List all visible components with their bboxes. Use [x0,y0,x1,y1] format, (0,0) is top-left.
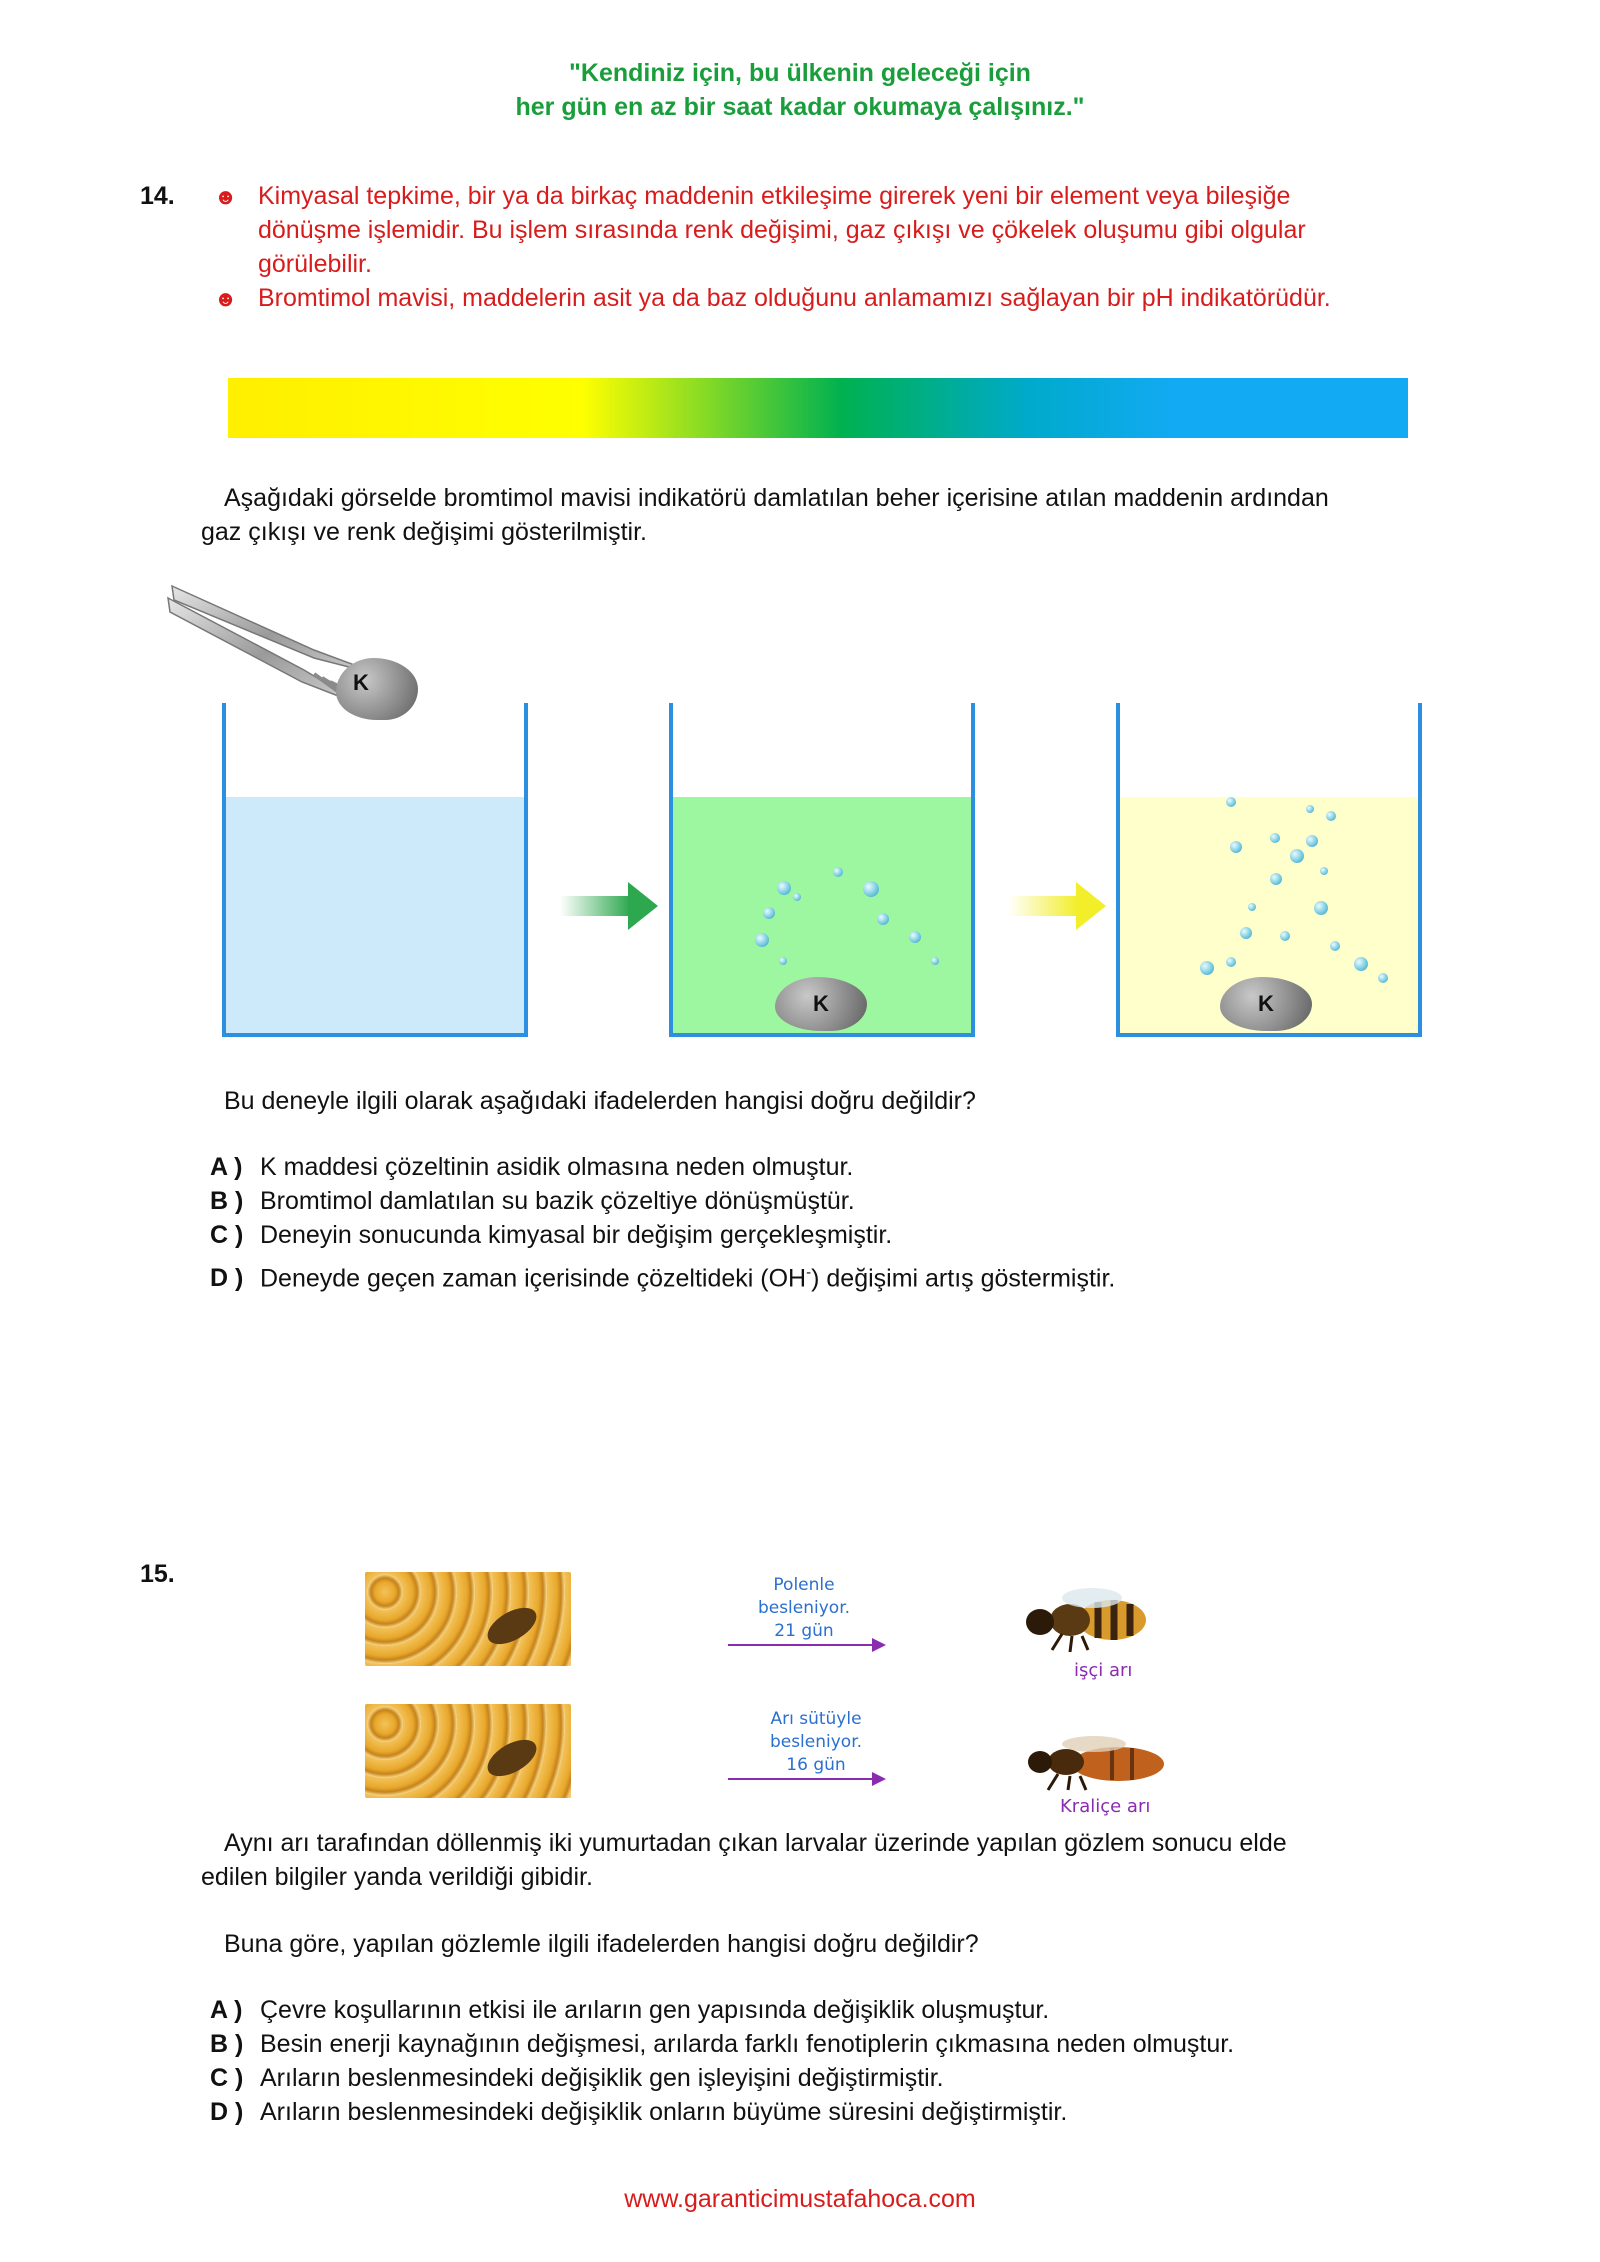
gas-bubble [877,913,889,925]
q15-option-a[interactable]: A ) Çevre koşullarının etkisi ile arıların gen yapısında değişiklik oluşmuştur. [210,1996,1050,2024]
arrow-right-icon [728,1636,888,1654]
arrow-right-icon [728,1770,888,1788]
ph-color-spectrum [228,378,1408,438]
gas-bubble [1240,927,1252,939]
q14-intro-line-2: gaz çıkışı ve renk değişimi gösterilmiştir. [201,518,647,546]
gas-bubble [1306,835,1318,847]
honeycomb-larva-image [365,1704,571,1798]
q14-question: Bu deneyle ilgili olarak aşağıdaki ifadelerden hangisi doğru değildir? [224,1087,976,1115]
q14-option-b[interactable]: B ) Bromtimol damlatılan su bazik çözeltiye dönüşmüştür. [210,1187,855,1215]
gas-bubble [1378,973,1388,983]
gas-bubble [1314,901,1328,915]
gas-bubble [763,907,775,919]
gas-bubble [1330,941,1340,951]
motto-line-2: her gün en az bir saat kadar okumaya çalışınız." [515,93,1085,121]
beaker-2-solution [673,797,971,1033]
q14-intro-line-1: Aşağıdaki görselde bromtimol mavisi indikatörü damlatılan beher içerisine atılan maddenin ardından [224,484,1329,512]
motto-line-1: "Kendiniz için, bu ülkenin geleceği için [569,59,1031,87]
gas-bubble [1306,805,1314,813]
q15-option-d[interactable]: D ) Arıların beslenmesindeki değişiklik onların büyüme süresini değiştirmiştir. [210,2098,1068,2126]
gas-bubble [1270,873,1282,885]
q15-question: Buna göre, yapılan gözlemle ilgili ifadelerden hangisi doğru değildir? [224,1930,979,1958]
worker-bee-label: işçi arı [1074,1660,1133,1681]
question-14-number: 14. [140,182,175,210]
gas-bubble [1326,811,1336,821]
beaker-1-solution [226,797,524,1033]
arrow-right-icon [560,878,660,934]
q14-info-line-1: Kimyasal tepkime, bir ya da birkaç maddenin etkileşime girerek yeni bir element veya bileşiğe [258,182,1291,210]
smiley-bullet-icon: ☻ [214,184,238,209]
worker-bee-icon [1012,1584,1162,1654]
bee-icon [482,1600,543,1651]
honeycomb-larva-image [365,1572,571,1666]
gas-bubble [1280,931,1290,941]
q15-intro-line-1: Aynı arı tarafından döllenmiş iki yumurtadan çıkan larvalar üzerinde yapılan gözlem sonucu elde [224,1829,1287,1857]
gas-bubble [793,893,801,901]
gas-bubble [777,881,791,895]
gas-bubble [931,957,939,965]
q14-option-d[interactable]: D ) Deneyde geçen zaman içerisinde çözeltideki (OH-) değişimi artış göstermiştir. [210,1264,1116,1293]
arrow-right-icon [1008,878,1108,934]
gas-bubble [779,957,787,965]
q15-option-c[interactable]: C ) Arıların beslenmesindeki değişiklik gen işleyişini değiştirmiştir. [210,2064,944,2092]
smiley-bullet-icon: ☻ [214,286,238,311]
substance-k-rock: K [1220,977,1312,1031]
gas-bubble [1200,961,1214,975]
bottom-arrow-label: Arı sütüyle besleniyor. 16 gün [769,1709,863,1775]
substance-k-rock: K [775,977,867,1031]
q14-info-line-4: Bromtimol mavisi, maddelerin asit ya da baz olduğunu anlamamızı sağlayan bir pH indikatörüdür. [258,284,1331,312]
gas-bubble [1226,797,1236,807]
gas-bubble [1270,833,1280,843]
gas-bubble [863,881,879,897]
queen-bee-label: Kraliçe arı [1060,1796,1151,1817]
beaker-3 [1116,703,1422,1037]
gas-bubble [1226,957,1236,967]
q14-option-a[interactable]: A ) K maddesi çözeltinin asidik olmasına neden olmuştur. [210,1153,854,1181]
queen-bee-icon [1022,1732,1172,1792]
q14-info-line-3: görülebilir. [258,250,372,278]
beaker-2 [669,703,975,1037]
top-arrow-label: Polenle besleniyor. 21 gün [757,1575,851,1641]
gas-bubble [1354,957,1368,971]
gas-bubble [1320,867,1328,875]
beaker-3-solution [1120,797,1418,1033]
gas-bubble [1230,841,1242,853]
beaker-1 [222,703,528,1037]
gas-bubble [1290,849,1304,863]
substance-k-rock: K [336,658,418,720]
gas-bubble [755,933,769,947]
question-15-number: 15. [140,1560,175,1588]
bee-icon [482,1732,543,1783]
gas-bubble [1248,903,1256,911]
footer-website-link[interactable]: www.garanticimustafahoca.com [624,2185,976,2213]
q15-intro-line-2: edilen bilgiler yanda verildiği gibidir. [201,1863,593,1891]
gas-bubble [833,867,843,877]
q14-option-c[interactable]: C ) Deneyin sonucunda kimyasal bir değişim gerçekleşmiştir. [210,1221,893,1249]
gas-bubble [909,931,921,943]
q14-info-line-2: dönüşme işlemidir. Bu işlem sırasında renk değişimi, gaz çıkışı ve çökelek oluşumu gibi olgular [258,216,1306,244]
q15-option-b[interactable]: B ) Besin enerji kaynağının değişmesi, arılarda farklı fenotiplerin çıkmasına neden olmuştur. [210,2030,1235,2058]
